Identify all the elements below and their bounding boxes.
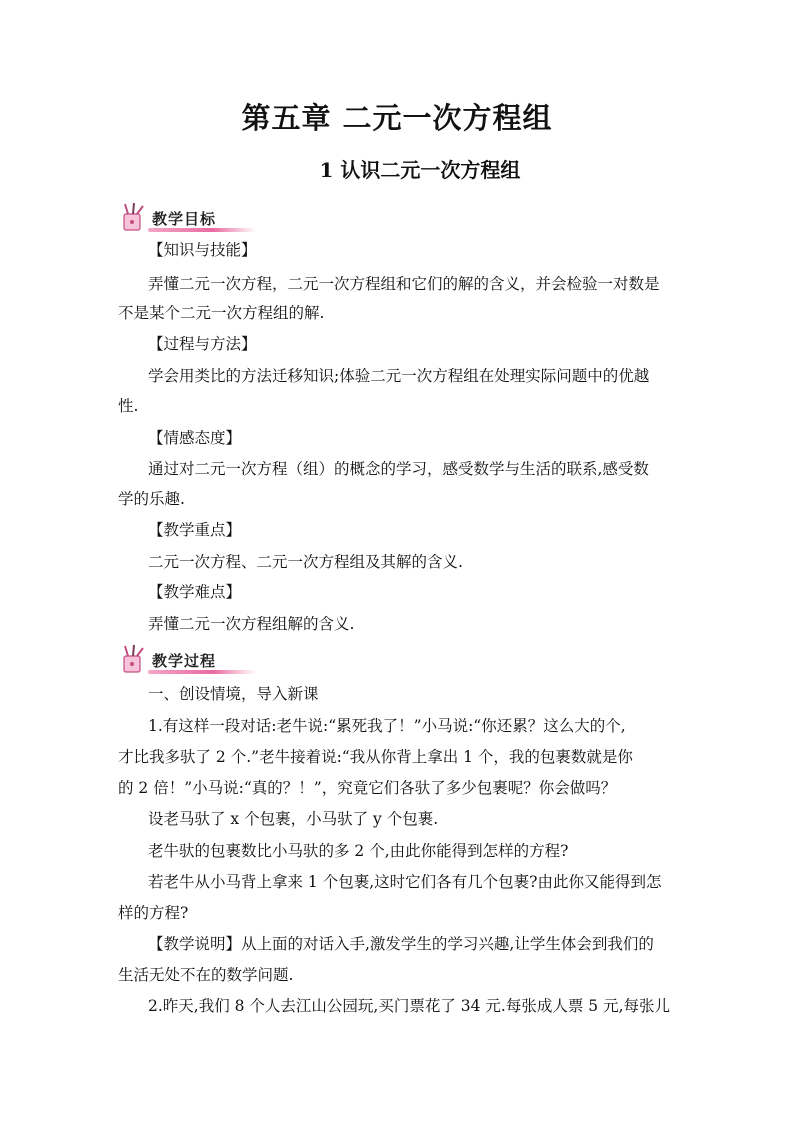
badge-label: 教学目标 — [152, 210, 217, 228]
paragraph-line: 弄懂二元一次方程组解的含义. — [148, 615, 355, 633]
paragraph-line: 2.昨天,我们 8 个人去江山公园玩,买门票花了 34 元.每张成人票 5 元,每张儿 — [148, 997, 671, 1015]
paragraph-line: 设老马驮了 x 个包裹，小马驮了 y 个包裹. — [148, 810, 439, 828]
section-badge-goals — [118, 202, 258, 232]
paragraph-line: 弄懂二元一次方程，二元一次方程组和它们的解的含义，并会检验一对数是 — [148, 275, 660, 293]
emotion-heading: 【情感态度】 — [148, 429, 242, 447]
section-title: 1 认识二元一次方程组 — [319, 158, 521, 182]
pencil-cup-icon — [118, 644, 152, 674]
paragraph-line: 的 2 倍！”小马说:“真的？！”，究竟它们各驮了多少包裹呢？你会做吗？ — [118, 779, 617, 797]
step-heading: 一、创设情境，导入新课 — [148, 685, 319, 703]
paragraph-line: 才比我多驮了 2 个.”老牛接着说:“我从你背上拿出 1 个，我的包裹数就是你 — [118, 748, 633, 766]
paragraph-line: 若老牛从小马背上拿来 1 个包裹,这时它们各有几个包裹?由此你又能得到怎 — [148, 873, 662, 891]
paragraph-line: 1.有这样一段对话:老牛说:“累死我了！”小马说:“你还累？这么大的个, — [148, 717, 626, 735]
paragraph-line: 样的方程? — [118, 904, 189, 922]
chapter-title: 第五章 二元一次方程组 — [241, 101, 553, 135]
difficulty-heading: 【教学难点】 — [148, 583, 242, 601]
section-badge-process — [118, 644, 258, 674]
method-heading: 【过程与方法】 — [148, 335, 257, 353]
teaching-note: 【教学说明】从上面的对话入手,激发学生的学习兴趣,让学生体会到我们的 — [148, 935, 654, 953]
paragraph-line: 老牛驮的包裹数比小马驮的多 2 个,由此你能得到怎样的方程? — [148, 842, 569, 860]
paragraph-line: 生活无处不在的数学问题. — [118, 966, 294, 984]
paragraph-line: 学会用类比的方法迁移知识;体验二元一次方程组在处理实际问题中的优越 — [148, 367, 650, 385]
paragraph-line: 通过对二元一次方程（组）的概念的学习，感受数学与生活的联系,感受数 — [148, 460, 649, 478]
paragraph-line: 二元一次方程、二元一次方程组及其解的含义. — [148, 553, 463, 571]
badge-label: 教学过程 — [152, 652, 217, 670]
knowledge-heading: 【知识与技能】 — [148, 241, 257, 259]
key-heading: 【教学重点】 — [148, 521, 242, 539]
paragraph-line: 不是某个二元一次方程组的解. — [118, 304, 325, 322]
paragraph-line: 性. — [118, 397, 139, 415]
paragraph-line: 学的乐趣. — [118, 490, 185, 508]
pencil-cup-icon — [118, 202, 152, 232]
